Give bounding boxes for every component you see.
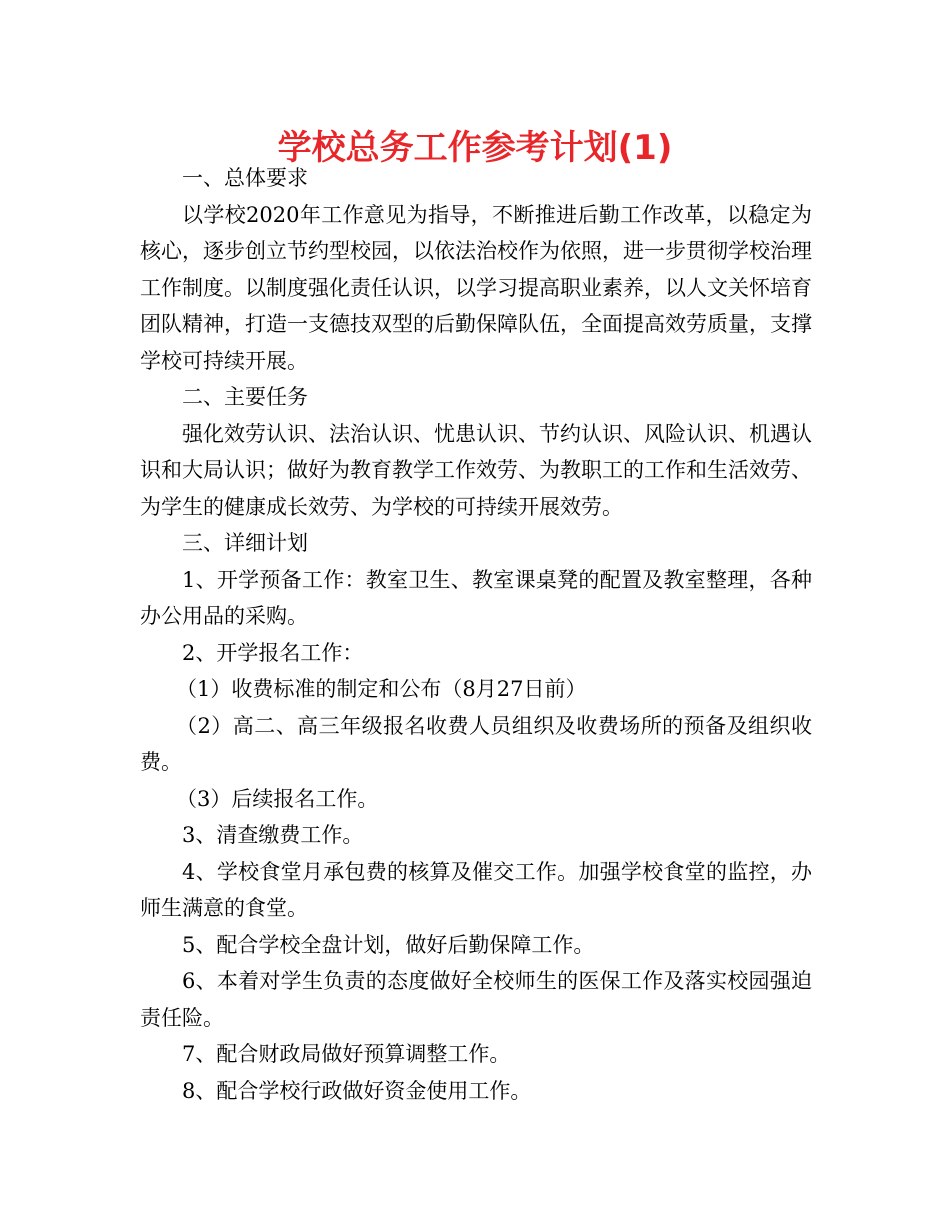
plan-item-8: 8、配合学校行政做好资金使用工作。: [182, 1078, 532, 1103]
paragraph-main-tasks: 强化效劳认识、法治认识、忧患认识、节约认识、风险认识、机遇认识和大局认识；做好为教育教学工作效劳、为教职工的工作和生活效劳、为学生的健康成长效劳、为学校的可持续开展效劳。: [140, 421, 812, 519]
document-body: [140, 160, 812, 1109]
section-heading-detailed-plan: 三、详细计划: [182, 531, 308, 555]
section-heading-general-requirements: 一、总体要求: [182, 166, 308, 190]
plan-subitem-2-3: （3）后续报名工作。: [176, 786, 379, 811]
plan-item-6: 6、本着对学生负责的态度做好全校师生的医保工作及落实校园强迫责任险。: [140, 969, 812, 1030]
plan-item-3: 3、清查缴费工作。: [182, 823, 364, 847]
paragraph-general-requirements: 以学校2020年工作意见为指导，不断推进后勤工作改革，以稳定为核心，逐步创立节约型校园，以依法治校作为依照，进一步贯彻学校治理工作制度。以制度强化责任认识，以学习提高职业素养，以人文关怀培育团队精神，打造一支德技双型的后勤保障队伍，全面提高效劳质量，支撑学校可持续开展。: [140, 202, 812, 373]
plan-item-1: 1、开学预备工作：教室卫生、教室课桌凳的配置及教室整理，各种办公用品的采购。: [140, 567, 812, 628]
plan-item-4: 4、学校食堂月承包费的核算及催交工作。加强学校食堂的监控，办师生满意的食堂。: [140, 859, 812, 920]
plan-item-5: 5、配合学校全盘计划，做好后勤保障工作。: [182, 932, 595, 957]
plan-subitem-2-1: （1）收费标准的制定和公布（8月27日前）: [176, 677, 587, 701]
plan-item-2: 2、开学报名工作：: [182, 640, 364, 665]
document-title: 学校总务工作参考计划(1): [277, 128, 673, 168]
plan-subitem-2-2: （2）高二、高三年级报名收费人员组织及收费场所的预备及组织收费。: [140, 713, 812, 774]
plan-item-7: 7、配合财政局做好预算调整工作。: [182, 1042, 511, 1066]
section-heading-main-tasks: 二、主要任务: [182, 385, 308, 409]
